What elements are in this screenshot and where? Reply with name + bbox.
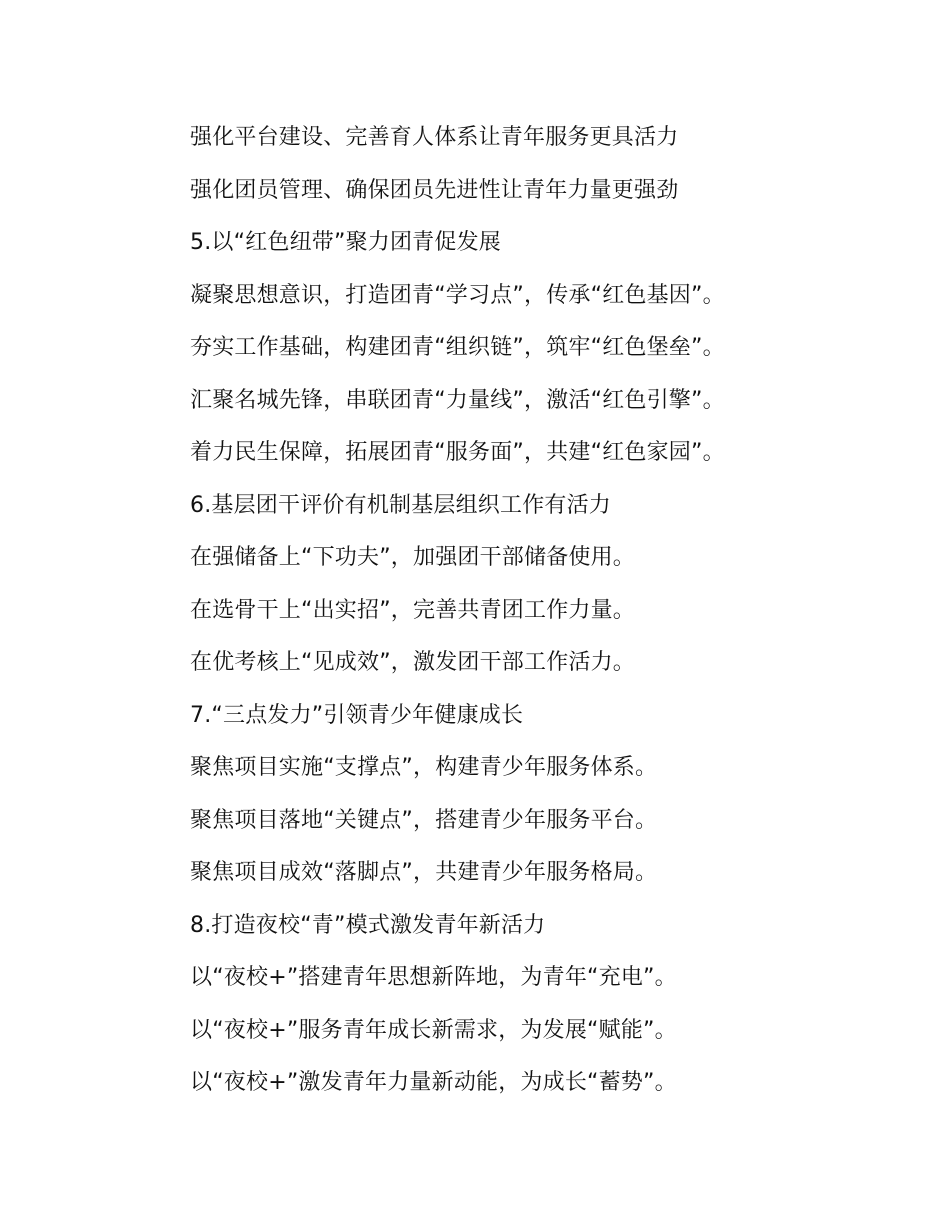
body-line: 强化平台建设、完善育人体系让青年服务更具活力 [190, 125, 679, 150]
body-line: 以“夜校+”服务青年成长新需求，为发展“赋能”。 [190, 1017, 677, 1043]
section-heading: 8.打造夜校“青”模式激发青年新活力 [190, 912, 546, 938]
body-line: 在强储备上“下功夫”，加强团干部储备使用。 [190, 545, 635, 570]
section-heading: 6.基层团干评价有机制基层组织工作有活力 [190, 492, 611, 518]
body-line: 聚焦项目实施“支撑点”，构建青少年服务体系。 [190, 755, 658, 780]
body-line: 在选骨干上“出实招”，完善共青团工作力量。 [190, 597, 635, 623]
body-line: 凝聚思想意识，打造团青“学习点”，传承“红色基因”。 [190, 282, 725, 308]
body-line: 以“夜校+”搭建青年思想新阵地，为青年“充电”。 [190, 965, 677, 990]
body-line: 在优考核上“见成效”，激发团干部工作活力。 [190, 650, 635, 675]
body-line: 以“夜校+”激发青年力量新动能，为成长“蓄势”。 [190, 1070, 677, 1095]
body-line: 强化团员管理、确保团员先进性让青年力量更强劲 [190, 177, 679, 203]
section-heading: 5.以“红色纽带”聚力团青促发展 [190, 230, 501, 255]
section-heading: 7.“三点发力”引领青少年健康成长 [190, 702, 524, 728]
body-line: 着力民生保障，拓展团青“服务面”，共建“红色家园”。 [190, 440, 725, 465]
document-body [190, 112, 890, 1110]
body-line: 汇聚名城先锋，串联团青“力量线”，激活“红色引擎”。 [190, 387, 725, 413]
body-line: 聚焦项目落地“关键点”，搭建青少年服务平台。 [190, 807, 658, 833]
body-line: 聚焦项目成效“落脚点”，共建青少年服务格局。 [190, 860, 658, 885]
body-line: 夯实工作基础，构建团青“组织链”，筑牢“红色堡垒”。 [190, 335, 725, 360]
